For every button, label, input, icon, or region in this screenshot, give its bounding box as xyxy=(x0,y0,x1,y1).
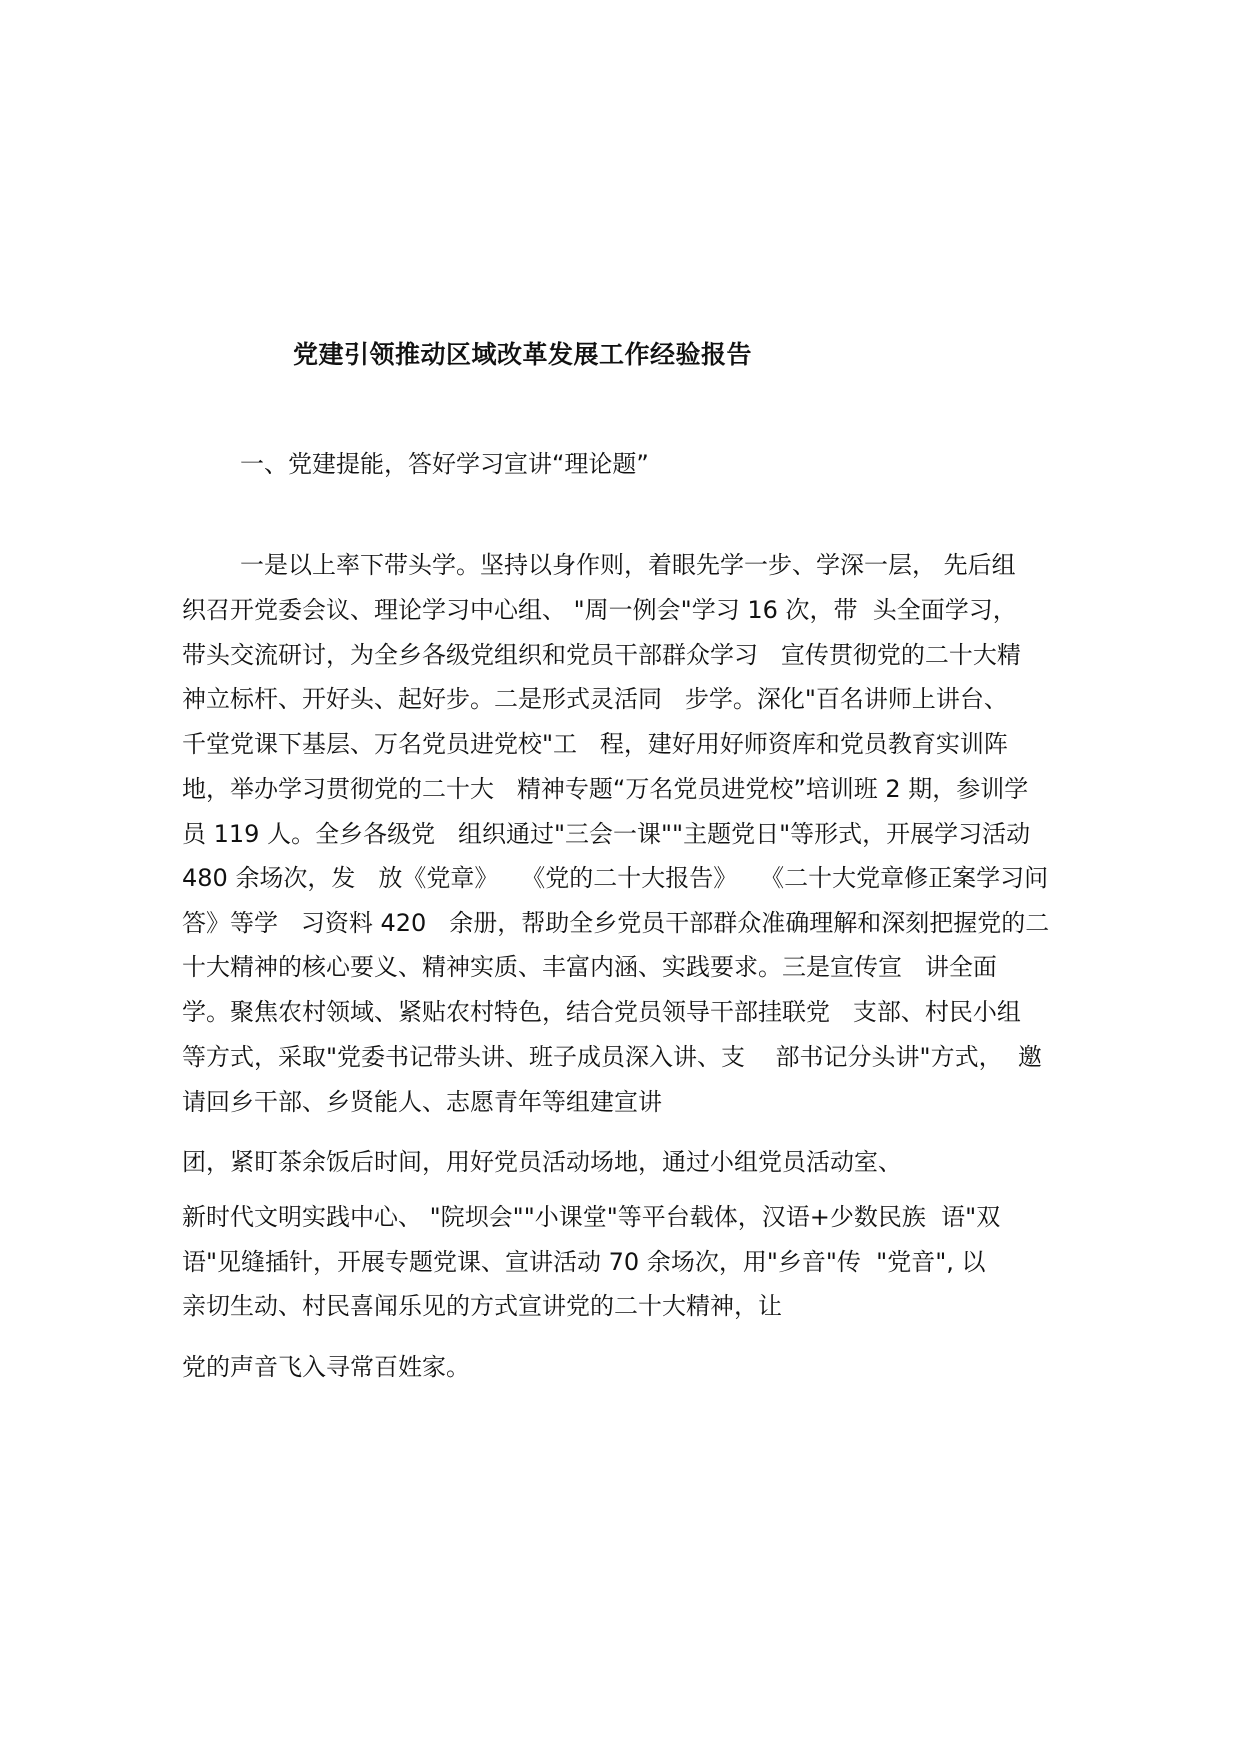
paragraph-line: 党的声音飞入寻常百姓家。 xyxy=(182,1353,470,1381)
paragraph-line: 学。聚焦农村领域、紧贴农村特色，结合党员领导干部挂联党 支部、村民小组 xyxy=(182,998,1021,1026)
paragraph-line: 地，举办学习贯彻党的二十大 精神专题“万名党员进党校”培训班 2 期，参训学 xyxy=(182,775,1029,803)
paragraph-line: 新时代文明实践中心、 "院坝会""小课堂"等平台载体，汉语+少数民族 语"双 xyxy=(182,1203,1001,1231)
paragraph-line: 答》等学 习资料 420 余册，帮助全乡党员干部群众准确理解和深刻把握党的二 xyxy=(182,909,1050,937)
section-heading: 一、党建提能，答好学习宣讲“理论题” xyxy=(240,450,649,478)
paragraph-line: 员 119 人。全乡各级党 组织通过"三会一课""主题党日"等形式，开展学习活动 xyxy=(182,820,1031,848)
paragraph-line: 等方式，采取"党委书记带头讲、班子成员深入讲、支 部书记分头讲"方式， 邀 xyxy=(182,1043,1042,1071)
paragraph-line: 带头交流研讨，为全乡各级党组织和党员干部群众学习 宣传贯彻党的二十大精 xyxy=(182,641,1021,669)
paragraph-line: 神立标杆、开好头、起好步。二是形式灵活同 步学。深化"百名讲师上讲台、 xyxy=(182,685,1008,713)
document-title: 党建引领推动区域改革发展工作经验报告 xyxy=(293,340,753,369)
paragraph-line: 织召开党委会议、理论学习中心组、 "周一例会"学习 16 次，带 头全面学习， xyxy=(182,596,1017,624)
paragraph-line: 请回乡干部、乡贤能人、志愿青年等组建宣讲 xyxy=(182,1088,662,1116)
paragraph-line: 团，紧盯茶余饭后时间，用好党员活动场地，通过小组党员活动室、 xyxy=(182,1148,902,1176)
paragraph-line: 一是以上率下带头学。坚持以身作则，着眼先学一步、学深一层， 先后组 xyxy=(240,551,1016,579)
paragraph-line: 亲切生动、村民喜闻乐见的方式宣讲党的二十大精神，让 xyxy=(182,1292,782,1320)
paragraph-line: 480 余场次，发 放《党章》 《党的二十大报告》 《二十大党章修正案学习问 xyxy=(182,864,1049,892)
paragraph-line: 语"见缝插针，开展专题党课、宣讲活动 70 余场次，用"乡音"传 "党音", 以 xyxy=(182,1248,986,1276)
paragraph-line: 千堂党课下基层、万名党员进党校"工 程，建好用好师资库和党员教育实训阵 xyxy=(182,730,1008,758)
paragraph-line: 十大精神的核心要义、精神实质、丰富内涵、实践要求。三是宣传宣 讲全面 xyxy=(182,953,997,981)
